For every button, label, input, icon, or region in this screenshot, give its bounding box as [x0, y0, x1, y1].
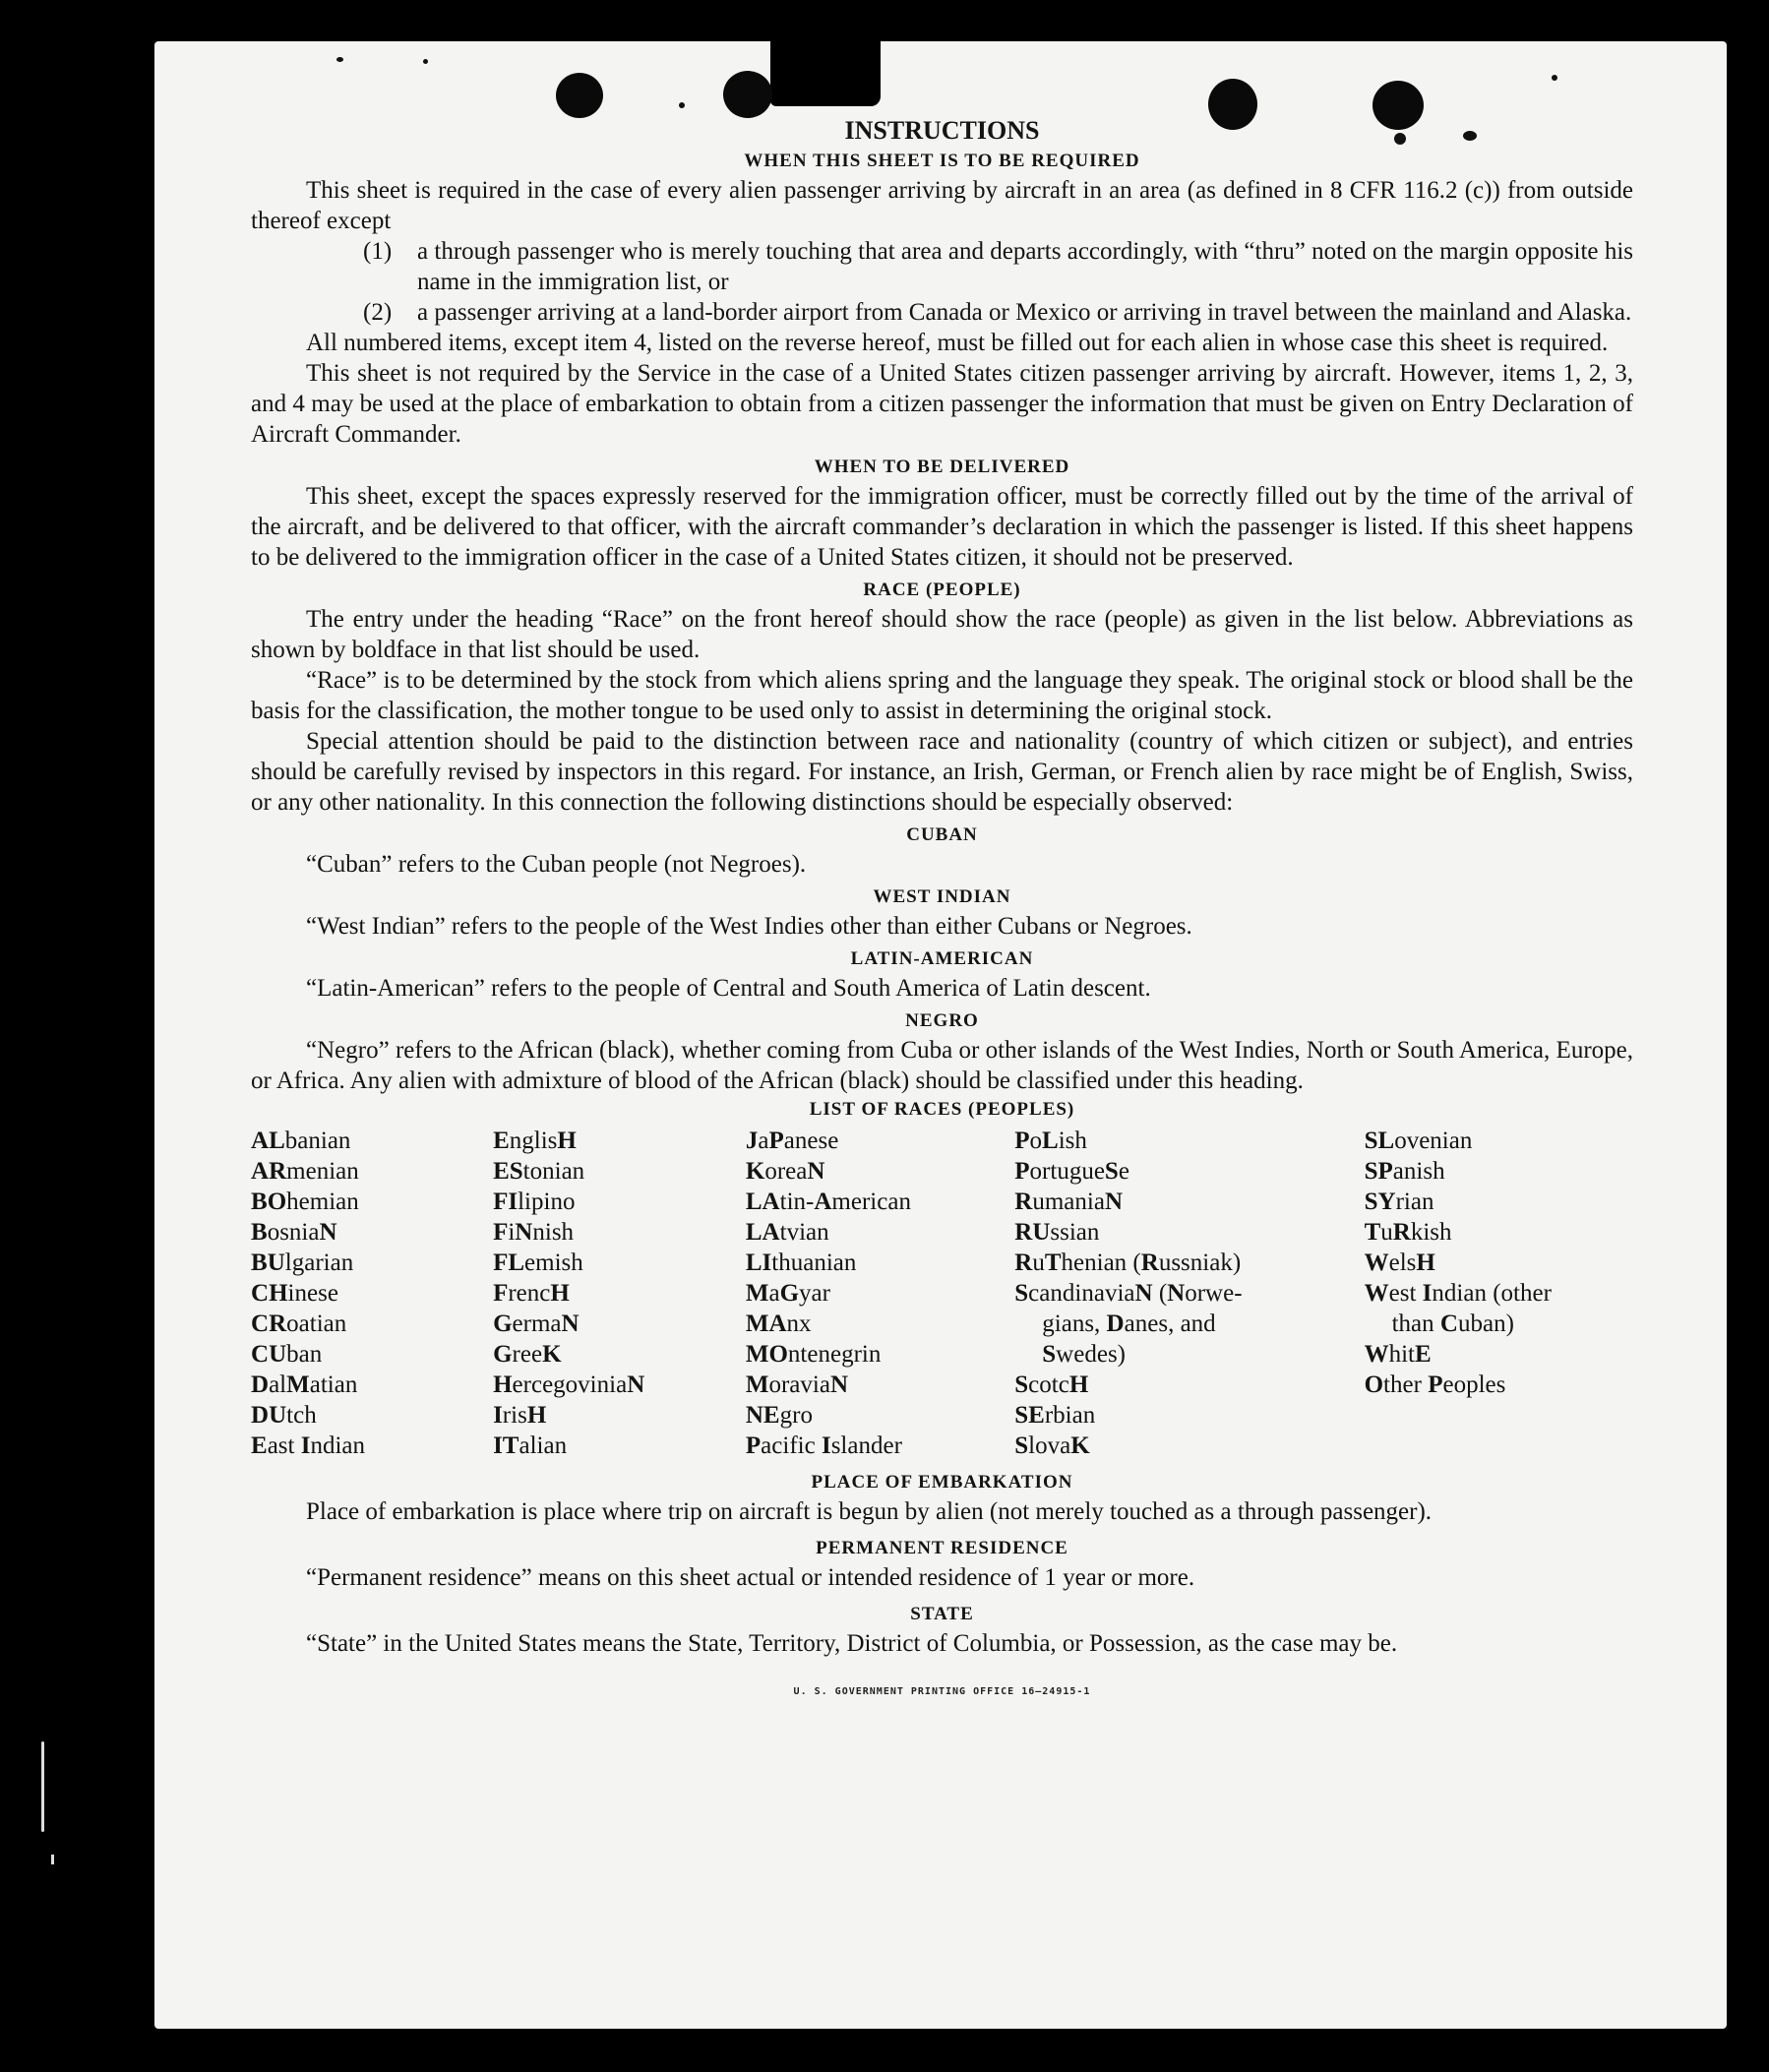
race-entry: RUssian — [1014, 1219, 1100, 1246]
race-entry: Swedes) — [1042, 1341, 1126, 1368]
race-entry: LAtvian — [745, 1219, 829, 1246]
paragraph: “West Indian” refers to the people of the West Indies other than either Cubans or Negroes. — [306, 913, 1192, 940]
race-entry: ITalian — [493, 1432, 568, 1459]
race-entry: FrencH — [493, 1280, 570, 1307]
paragraph: “State” in the United States means the State, Territory, District of Columbia, or Possession, as the case may be. — [306, 1630, 1398, 1657]
item-text: a passenger arriving at a land-border airport from Canada or Mexico or arriving in travel between the mainland and Alaska. — [417, 299, 1632, 326]
race-entry: Pacific Islander — [745, 1432, 902, 1459]
heading-negro: NEGRO — [905, 1010, 979, 1031]
race-entry: LAtin-American — [745, 1188, 911, 1215]
paragraph: “Race” is to be determined by the stock from which aliens spring and the language they speak. The original stock or blood shall be the basis for the classification, the mother tongue to be used only to assist in determining the original stock. — [251, 667, 1633, 724]
race-entry: CHinese — [251, 1280, 338, 1307]
race-entry: ScandinaviaN (Norwe- — [1014, 1280, 1243, 1307]
race-entry: ALbanian — [251, 1127, 351, 1154]
speck — [1552, 75, 1557, 81]
races-column-3 — [746, 1126, 1014, 1461]
paragraph: “Permanent residence” means on this sheet actual or intended residence of 1 year or more. — [306, 1564, 1195, 1591]
race-entry: NEgro — [745, 1402, 813, 1429]
race-entry: BUlgarian — [251, 1249, 354, 1276]
race-entry: WelsH — [1364, 1249, 1435, 1276]
punch-hole-2 — [723, 71, 772, 118]
paragraph: This sheet is not required by the Service in the case of a United States citizen passenger arriving by aircraft. However, items 1, 2, 3, and 4 may be used at the place of embarkation to obtain from a citizen passenger the information that must be given on Entry Declaration of Aircraft Commander. — [251, 360, 1633, 448]
races-column-2 — [493, 1126, 746, 1461]
edge-mark — [41, 1741, 44, 1832]
heading-cuban: CUBAN — [906, 824, 978, 845]
edge-mark — [51, 1855, 54, 1864]
speck — [679, 102, 685, 108]
race-entry: EnglisH — [493, 1127, 577, 1154]
race-entry: DUtch — [251, 1402, 317, 1429]
race-entry: EStonian — [493, 1158, 585, 1185]
races-column-4 — [1014, 1126, 1285, 1461]
heading-latin-american: LATIN-AMERICAN — [850, 948, 1034, 969]
races-column-5 — [1365, 1126, 1633, 1461]
paragraph: This sheet, except the spaces expressly reserved for the immigration officer, must be correctly filled out by the time of the arrival of the aircraft, and be delivered to that officer, with the aircraft commander’s declaration in which the passenger is listed. If this sheet happens to be delivered to the immigration officer in the case of a United States citizen, it should not be preserved. — [251, 483, 1633, 571]
heading-place-of-embarkation: PLACE OF EMBARKATION — [811, 1472, 1073, 1493]
heading-when-delivered: WHEN TO BE DELIVERED — [814, 457, 1070, 477]
torn-edge — [770, 39, 881, 106]
race-entry: SErbian — [1014, 1402, 1096, 1429]
race-entry: East Indian — [251, 1432, 366, 1459]
race-entry: SYrian — [1364, 1188, 1434, 1215]
speck — [423, 59, 428, 64]
heading-state: STATE — [910, 1604, 974, 1624]
race-entry: PoLish — [1014, 1127, 1087, 1154]
heading-west-indian: WEST INDIAN — [873, 886, 1011, 907]
race-entry: LIthuanian — [745, 1249, 857, 1276]
speck — [336, 57, 343, 62]
instructions-content — [251, 114, 1633, 1707]
item-text: a through passenger who is merely touching that area and departs accordingly, with “thru” noted on the margin opposite his name in the immigration list, or — [417, 238, 1633, 295]
paragraph: Place of embarkation is place where trip on aircraft is begun by alien (not merely touched as a through passenger). — [306, 1498, 1433, 1525]
races-column-1 — [251, 1126, 493, 1461]
item-number: (1) — [363, 238, 393, 265]
race-entry: SLovenian — [1364, 1127, 1473, 1154]
heading-when-required: WHEN THIS SHEET IS TO BE REQUIRED — [744, 151, 1140, 171]
heading-list-of-races: LIST OF RACES (PEOPLES) — [809, 1099, 1075, 1120]
race-entry: ARmenian — [251, 1158, 359, 1185]
race-entry: GermaN — [493, 1310, 580, 1337]
heading-race: RACE (PEOPLE) — [863, 579, 1021, 600]
race-entry: WhitE — [1364, 1341, 1432, 1368]
races-table — [251, 1126, 1633, 1461]
race-entry: SPanish — [1364, 1158, 1445, 1185]
item-number: (2) — [363, 299, 393, 326]
race-entry: gians, Danes, and — [1042, 1310, 1216, 1337]
paragraph: “Negro” refers to the African (black), whether coming from Cuba or other islands of the West Indies, North or South America, Europe, or Africa. Any alien with admixture of blood of the African (black) should be classified under this heading. — [251, 1037, 1633, 1094]
race-entry: DalMatian — [251, 1371, 358, 1398]
paragraph: Special attention should be paid to the distinction between race and nationality (country of which citizen or subject), and entries should be carefully revised by inspectors in this regard. For instance, an Irish, German, or French alien by race might be of English, Swiss, or any other nationality. In this connection the following distinctions should be especially observed: — [251, 728, 1633, 816]
paragraph: “Latin-American” refers to the people of Central and South America of Latin descent. — [306, 975, 1151, 1002]
race-entry: JaPanese — [745, 1127, 839, 1154]
paragraph: The entry under the heading “Race” on the front hereof should show the race (people) as given in the list below. Abbreviations as shown by boldface in that list should be used. — [251, 606, 1633, 663]
race-entry: HercegoviniaN — [493, 1371, 645, 1398]
paragraph: This sheet is required in the case of every alien passenger arriving by aircraft in an area (as defined in 8 CFR 116.2 (c)) from outside thereof except — [251, 177, 1633, 234]
race-entry: GreeK — [493, 1341, 562, 1368]
race-entry: MAnx — [745, 1310, 812, 1337]
list-item — [363, 297, 1633, 328]
race-entry: than Cuban) — [1391, 1310, 1514, 1337]
race-entry: RuThenian (Russniak) — [1014, 1249, 1242, 1276]
race-entry: BosniaN — [251, 1219, 337, 1246]
printer-imprint: U. S. GOVERNMENT PRINTING OFFICE 16—24915-1 — [793, 1686, 1091, 1697]
list-item — [363, 236, 1633, 297]
race-entry: MoraviaN — [745, 1371, 849, 1398]
race-entry: ScotcH — [1014, 1371, 1089, 1398]
page-title: INSTRUCTIONS — [844, 116, 1040, 145]
race-entry: BOhemian — [251, 1188, 359, 1215]
race-entry: FLemish — [493, 1249, 583, 1276]
paragraph: “Cuban” refers to the Cuban people (not Negroes). — [306, 851, 807, 878]
race-entry: KoreaN — [745, 1158, 825, 1185]
race-entry: TuRkish — [1364, 1219, 1452, 1246]
race-entry: West Indian (other — [1364, 1280, 1552, 1307]
paragraph: All numbered items, except item 4, listed on the reverse hereof, must be filled out for each alien in whose case this sheet is required. — [306, 330, 1609, 356]
race-entry: MaGyar — [745, 1280, 830, 1307]
race-entry: IrisH — [493, 1402, 547, 1429]
race-entry: SlovaK — [1014, 1432, 1090, 1459]
race-entry: CUban — [251, 1341, 323, 1368]
punch-hole-1 — [556, 73, 603, 118]
race-entry: RumaniaN — [1014, 1188, 1123, 1215]
race-entry: MOntenegrin — [745, 1341, 882, 1368]
race-entry: FiNnish — [493, 1219, 575, 1246]
heading-permanent-residence: PERMANENT RESIDENCE — [816, 1538, 1068, 1558]
race-entry: CRoatian — [251, 1310, 347, 1337]
race-entry: Other Peoples — [1364, 1371, 1506, 1398]
race-entry: FIlipino — [493, 1188, 576, 1215]
race-entry: PortugueSe — [1014, 1158, 1129, 1185]
